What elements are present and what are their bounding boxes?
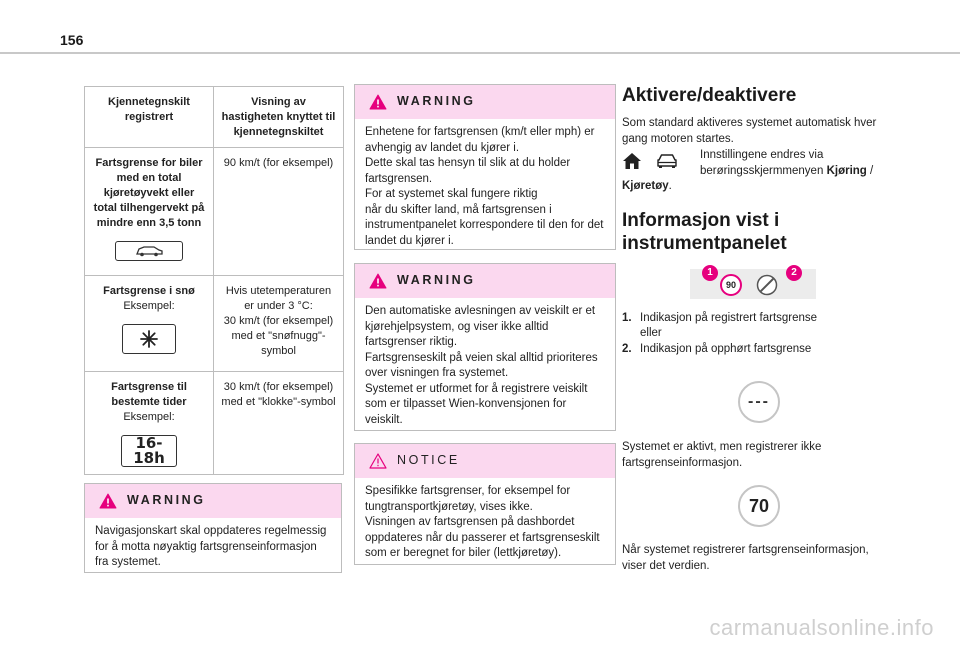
menu-kjoretoy: Kjøretøy xyxy=(622,180,669,192)
table-header-col1: Kjennetegnskilt registrert xyxy=(85,87,214,147)
menu-kjoring: Kjøring xyxy=(826,164,867,177)
warning-triangle-icon xyxy=(369,273,387,289)
car-icon xyxy=(134,245,164,257)
notice-triangle-icon xyxy=(369,453,387,469)
end-limit-icon xyxy=(756,274,778,296)
warning-body: Den automatiske avlesningen av veiskilt er et kjørehjelpsystem, og viser ikke alltid fartsgrenser riktig. Fartsgrenseskilt på veien skal alltid prioriteres over visningen fra systemet. Systemet er utformet for å registrere veiskilt som er tilpasset Wien-konvensjonen for veiskilt. xyxy=(365,305,598,426)
end-limit-sign xyxy=(756,274,778,296)
speed-detected-text: Når systemet registrerer fartsgrenseinformasjon, viser det verdien. xyxy=(622,544,869,572)
row-value: Hvis utetemperaturen er under 3 °C: 30 km/t (for eksempel) med et "snøfnugg"-symbol xyxy=(223,285,334,357)
row-value: 90 km/t (for eksempel) xyxy=(223,157,334,169)
no-data-sign: --- xyxy=(738,381,780,423)
activate-intro: Som standard aktiveres systemet automatisk hver gang motoren startes. xyxy=(622,117,877,145)
page-number: 156 xyxy=(60,32,84,48)
speed-sign-70: 70 xyxy=(738,485,780,527)
no-data-text: Systemet er aktivt, men registrerer ikke fartsgrenseinformasjon. xyxy=(622,441,822,469)
row-value: 30 km/t (for eksempel) med et "klokke"-symbol xyxy=(221,381,336,408)
warning-triangle-icon xyxy=(369,94,387,110)
home-icon xyxy=(622,152,642,170)
row-label-extra: Eksempel: xyxy=(123,300,175,312)
row-label: Fartsgrense til bestemte tider xyxy=(111,381,187,408)
warning-body: Enhetene for fartsgrensen (km/t eller mph) er avhengig av landet du kjører i. Dette skal tas hensyn til slik at du holder fartsgrensen. For at systemet skal fungere riktig når du skifter land, må fartsgrensen i instrumentpanelet korrespondere til den for det landet du kjører i. xyxy=(365,126,604,247)
table-row xyxy=(85,276,343,372)
warning-box xyxy=(354,263,616,431)
warning-box xyxy=(84,483,342,573)
warning-title: WARNING xyxy=(397,94,476,109)
warning-box xyxy=(354,84,616,250)
snow-sign xyxy=(122,324,176,354)
table-header-row xyxy=(85,87,343,148)
section-heading-info: Informasjon vist i instrumentpanelet xyxy=(622,209,787,254)
row-label: Fartsgrense for biler med en total kjøretøyvekt eller total tilhengervekt på mindre enn 3,5 tonn xyxy=(93,157,205,229)
badge-1: 1 xyxy=(702,265,718,281)
table-header-col2: Visning av hastigheten knyttet til kjennetegnskiltet xyxy=(221,96,336,138)
list-item: 2. Indikasjon på opphørt fartsgrense xyxy=(622,342,812,355)
settings-text: Innstillingene endres via berøringsskjermmenyen xyxy=(700,149,824,177)
notice-body: Spesifikke fartsgrenser, for eksempel for tungtransportkjøretøy, vises ikke. Visningen av fartsgrensen på dashbordet oppdateres når du passerer et fartsgrenseskilt som er beregnet for biler (lettkjøretøy). xyxy=(365,485,600,559)
watermark: carmanualsonline.info xyxy=(709,615,934,640)
section-heading-activate: Aktivere/deaktivere xyxy=(622,85,797,106)
warning-body: Navigasjonskart skal oppdateres regelmessig for å motta nøyaktig fartsgrenseinformasjon fra systemet. xyxy=(95,525,327,568)
warning-title: WARNING xyxy=(397,273,476,288)
warning-triangle-icon xyxy=(99,493,117,509)
snowflake-icon xyxy=(140,330,158,348)
indicator-list xyxy=(622,311,892,358)
row-label-extra: Eksempel: xyxy=(123,411,175,423)
speed-sign-table xyxy=(84,86,344,475)
badge-2: 2 xyxy=(786,265,802,281)
dashboard-illustration xyxy=(690,269,816,299)
top-divider xyxy=(0,52,960,54)
table-row xyxy=(85,148,343,276)
right-column: Aktivere/deaktivere Som standard aktiveres systemet automatisk hver gang motoren startes. Innstillingene endres via berøringsskjermmenyen Kjøring / Kjøretøy. Informasjon vist i instrumentpanelet 1 90 2 1. Indikasjon på registrert fartsgrense eller 2. Indikasjon på opphørt fartsgrense --- Systemet er aktivt, men registrerer ikke fartsgrenseinformasjon. 70 Når systemet registrerer fartsgrenseinformasjon, viser det verdien. xyxy=(622,84,892,574)
list-item: 1. Indikasjon på registrert fartsgrense eller xyxy=(622,311,818,339)
time-sign: 16-18h xyxy=(121,435,177,467)
car-outline-icon xyxy=(656,153,678,169)
notice-box xyxy=(354,443,616,565)
notice-title: NOTICE xyxy=(397,453,460,468)
row-label: Fartsgrense i snø xyxy=(103,285,195,297)
car-sign xyxy=(115,241,183,261)
table-row xyxy=(85,372,343,474)
speed-sign-90: 90 xyxy=(720,274,742,296)
warning-title: WARNING xyxy=(127,493,206,508)
